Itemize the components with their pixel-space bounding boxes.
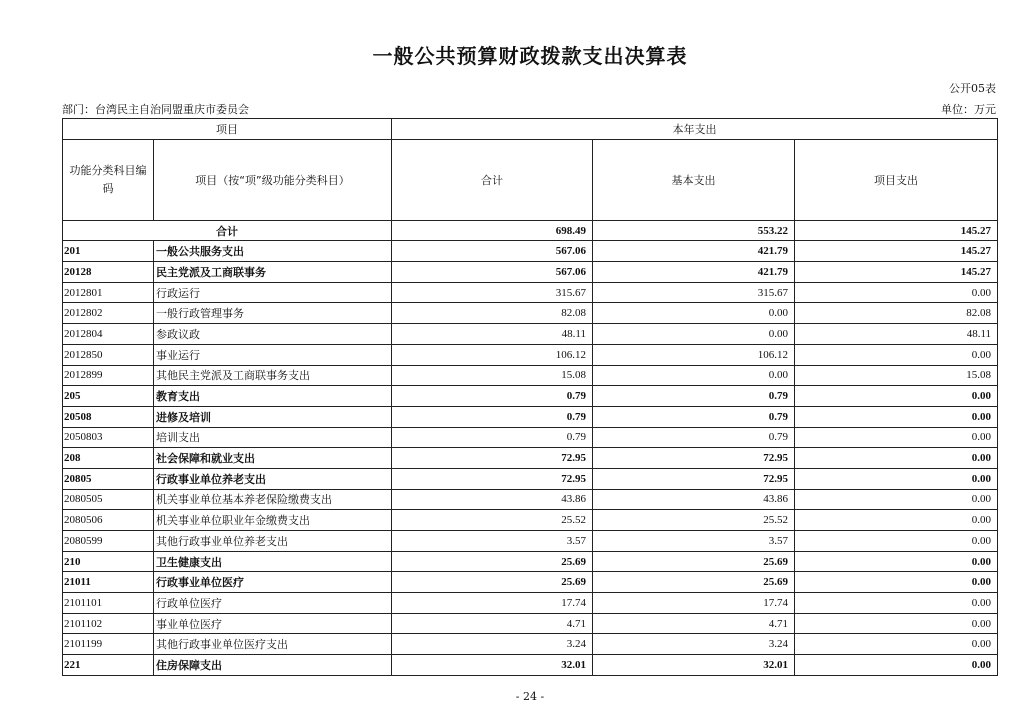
table-row [63, 365, 998, 386]
table-row [63, 510, 998, 531]
row-code: 2080505 [63, 489, 154, 510]
page-title: 一般公共预算财政拨款支出决算表 [372, 44, 688, 68]
row-total: 15.08 [392, 365, 593, 386]
row-code: 2012802 [63, 303, 154, 324]
table-row [63, 427, 998, 448]
row-code: 2012804 [63, 324, 154, 345]
row-basic: 421.79 [593, 241, 795, 262]
row-total: 0.79 [392, 386, 593, 407]
row-project: 0.00 [795, 593, 998, 614]
row-name: 行政事业单位养老支出 [154, 468, 392, 489]
row-project: 15.08 [795, 365, 998, 386]
page-number: - 24 - [515, 690, 545, 703]
row-code: 2101102 [63, 613, 154, 634]
row-basic: 32.01 [593, 655, 795, 676]
table-row [63, 531, 998, 552]
row-name: 其他行政事业单位医疗支出 [154, 634, 392, 655]
row-basic: 25.52 [593, 510, 795, 531]
table-row [63, 593, 998, 614]
row-total: 72.95 [392, 468, 593, 489]
row-code: 201 [63, 241, 154, 262]
row-basic: 0.00 [593, 365, 795, 386]
row-name: 一般公共服务支出 [154, 241, 392, 262]
row-name: 进修及培训 [154, 406, 392, 427]
table-row [63, 655, 998, 676]
table-row [63, 551, 998, 572]
row-total: 72.95 [392, 448, 593, 469]
header-row-columns [63, 139, 998, 220]
row-project: 0.00 [795, 448, 998, 469]
row-project: 0.00 [795, 386, 998, 407]
table-row [63, 634, 998, 655]
row-code: 208 [63, 448, 154, 469]
table-row [63, 386, 998, 407]
row-total: 43.86 [392, 489, 593, 510]
row-name: 行政单位医疗 [154, 593, 392, 614]
row-code: 2012899 [63, 365, 154, 386]
row-name: 机关事业单位职业年金缴费支出 [154, 510, 392, 531]
row-project: 0.00 [795, 282, 998, 303]
row-basic: 4.71 [593, 613, 795, 634]
table-row [63, 324, 998, 345]
row-code: 2101199 [63, 634, 154, 655]
row-name: 民主党派及工商联事务 [154, 262, 392, 283]
table-row [63, 262, 998, 283]
total-label: 合计 [63, 220, 392, 241]
header-row-group [63, 119, 998, 140]
row-basic: 0.79 [593, 427, 795, 448]
row-project: 0.00 [795, 427, 998, 448]
header-total: 合计 [392, 139, 593, 220]
row-total: 82.08 [392, 303, 593, 324]
header-expense-group: 本年支出 [392, 119, 998, 140]
row-basic: 72.95 [593, 468, 795, 489]
table-row [63, 241, 998, 262]
row-project: 48.11 [795, 324, 998, 345]
row-name: 行政运行 [154, 282, 392, 303]
total-row [63, 220, 998, 241]
row-project: 0.00 [795, 468, 998, 489]
row-name: 行政事业单位医疗 [154, 572, 392, 593]
row-total: 4.71 [392, 613, 593, 634]
row-project: 145.27 [795, 262, 998, 283]
row-basic: 106.12 [593, 344, 795, 365]
row-code: 205 [63, 386, 154, 407]
row-basic: 3.57 [593, 531, 795, 552]
row-basic: 3.24 [593, 634, 795, 655]
row-basic: 0.00 [593, 324, 795, 345]
table-row [63, 448, 998, 469]
row-code: 2012801 [63, 282, 154, 303]
row-project: 0.00 [795, 613, 998, 634]
row-total: 0.79 [392, 427, 593, 448]
row-code: 21011 [63, 572, 154, 593]
row-project: 0.00 [795, 655, 998, 676]
row-basic: 25.69 [593, 572, 795, 593]
form-number: 公开05表 [949, 82, 996, 95]
row-code: 2101101 [63, 593, 154, 614]
row-name: 机关事业单位基本养老保险缴费支出 [154, 489, 392, 510]
header-item-group: 项目 [63, 119, 392, 140]
row-code: 210 [63, 551, 154, 572]
row-total: 48.11 [392, 324, 593, 345]
row-basic: 315.67 [593, 282, 795, 303]
table-row [63, 613, 998, 634]
row-total: 3.57 [392, 531, 593, 552]
row-name: 其他行政事业单位养老支出 [154, 531, 392, 552]
row-project: 82.08 [795, 303, 998, 324]
row-basic: 0.79 [593, 386, 795, 407]
row-name: 住房保障支出 [154, 655, 392, 676]
row-total: 106.12 [392, 344, 593, 365]
row-code: 20508 [63, 406, 154, 427]
row-code: 2012850 [63, 344, 154, 365]
row-total: 3.24 [392, 634, 593, 655]
row-name: 其他民主党派及工商联事务支出 [154, 365, 392, 386]
table-row [63, 489, 998, 510]
row-code: 2080599 [63, 531, 154, 552]
department-label: 部门：台湾民主自治同盟重庆市委员会 [62, 103, 249, 116]
row-basic: 43.86 [593, 489, 795, 510]
table-row [63, 303, 998, 324]
row-project: 0.00 [795, 551, 998, 572]
table-row [63, 468, 998, 489]
table-row [63, 572, 998, 593]
row-project: 0.00 [795, 510, 998, 531]
row-project: 0.00 [795, 634, 998, 655]
total-project: 145.27 [795, 220, 998, 241]
row-basic: 25.69 [593, 551, 795, 572]
header-name: 项目（按“项”级功能分类科目） [154, 139, 392, 220]
row-project: 0.00 [795, 344, 998, 365]
row-total: 25.69 [392, 551, 593, 572]
row-project: 0.00 [795, 406, 998, 427]
row-name: 培训支出 [154, 427, 392, 448]
row-name: 参政议政 [154, 324, 392, 345]
row-basic: 17.74 [593, 593, 795, 614]
row-total: 567.06 [392, 241, 593, 262]
row-total: 17.74 [392, 593, 593, 614]
row-basic: 0.00 [593, 303, 795, 324]
table-row [63, 344, 998, 365]
row-basic: 421.79 [593, 262, 795, 283]
unit-label: 单位：万元 [941, 103, 996, 116]
row-code: 20805 [63, 468, 154, 489]
row-code: 221 [63, 655, 154, 676]
table-row [63, 282, 998, 303]
row-code: 2080506 [63, 510, 154, 531]
total-basic: 553.22 [593, 220, 795, 241]
row-project: 0.00 [795, 531, 998, 552]
row-project: 145.27 [795, 241, 998, 262]
header-project: 项目支出 [795, 139, 998, 220]
row-name: 一般行政管理事务 [154, 303, 392, 324]
row-name: 事业运行 [154, 344, 392, 365]
row-total: 32.01 [392, 655, 593, 676]
row-name: 卫生健康支出 [154, 551, 392, 572]
row-basic: 0.79 [593, 406, 795, 427]
row-basic: 72.95 [593, 448, 795, 469]
row-code: 20128 [63, 262, 154, 283]
row-total: 315.67 [392, 282, 593, 303]
row-total: 0.79 [392, 406, 593, 427]
header-code: 功能分类科目编码 [63, 139, 154, 220]
row-total: 25.52 [392, 510, 593, 531]
row-name: 社会保障和就业支出 [154, 448, 392, 469]
header-basic: 基本支出 [593, 139, 795, 220]
expenditure-table [62, 118, 998, 676]
row-name: 事业单位医疗 [154, 613, 392, 634]
row-project: 0.00 [795, 572, 998, 593]
row-total: 25.69 [392, 572, 593, 593]
table-row [63, 406, 998, 427]
row-project: 0.00 [795, 489, 998, 510]
row-total: 567.06 [392, 262, 593, 283]
row-code: 2050803 [63, 427, 154, 448]
row-name: 教育支出 [154, 386, 392, 407]
total-amount: 698.49 [392, 220, 593, 241]
